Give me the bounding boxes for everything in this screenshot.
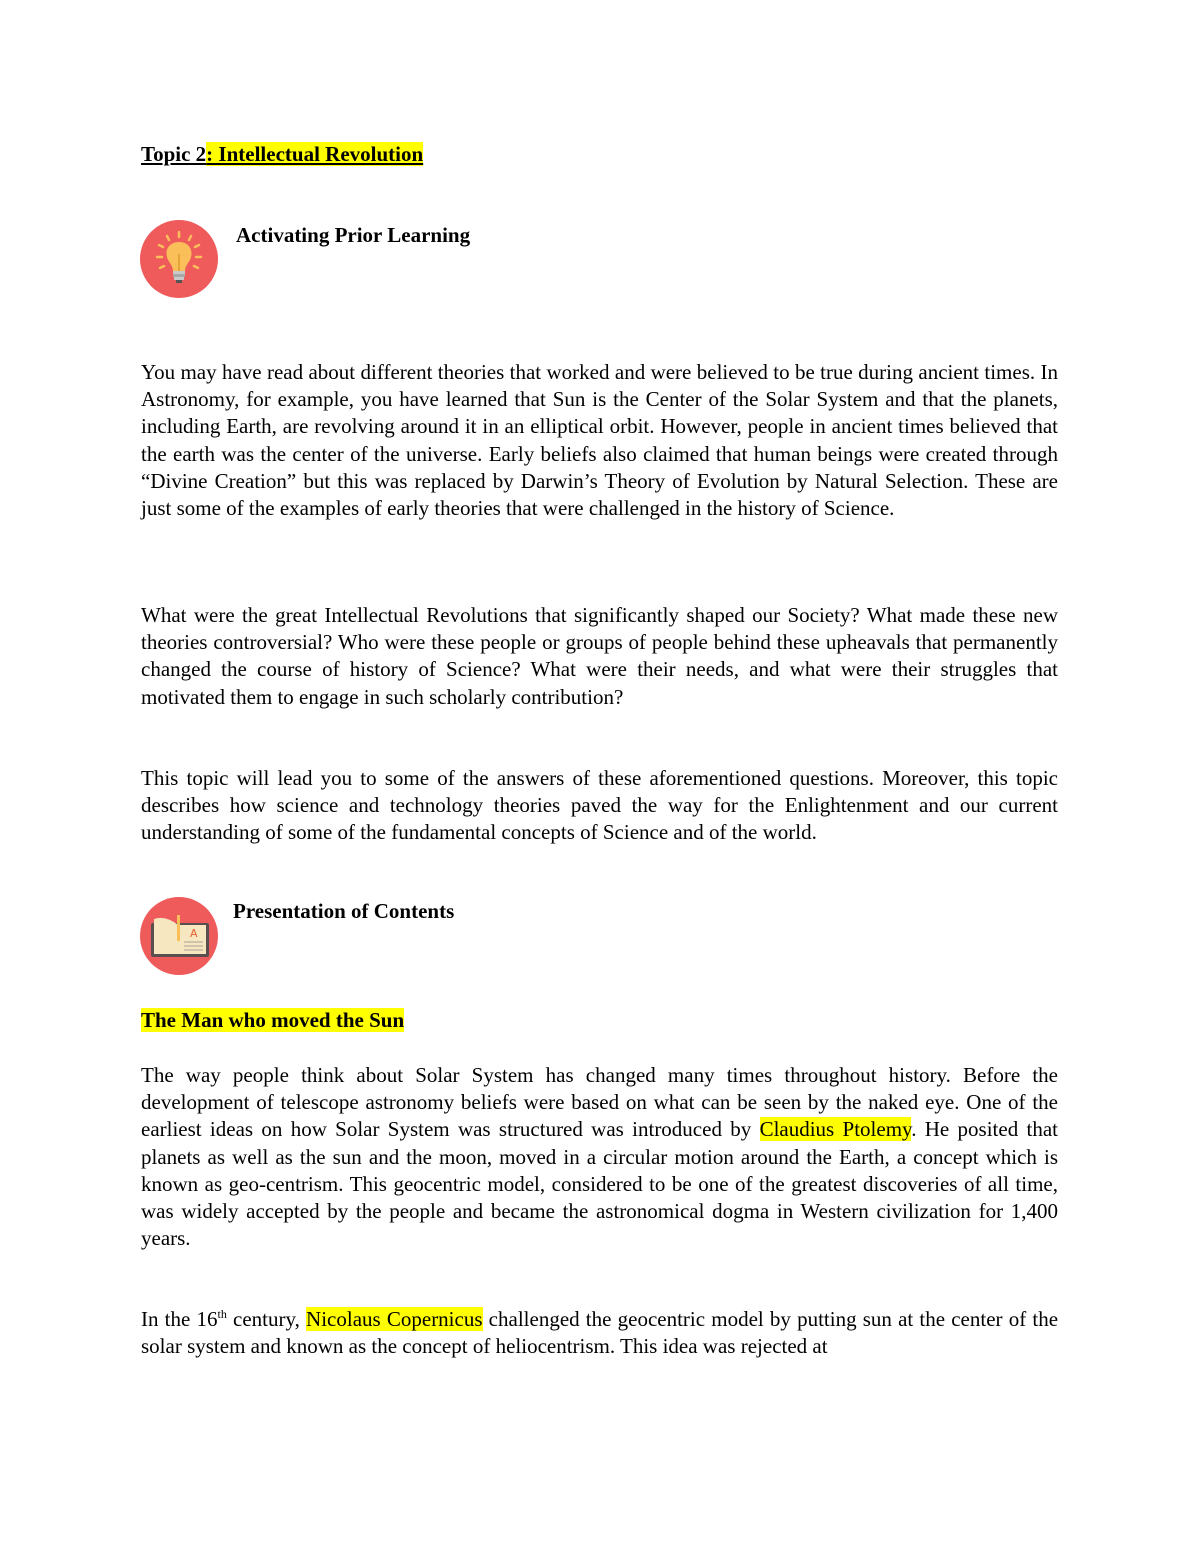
- section-heading-presentation-of-contents: Presentation of Contents: [233, 899, 455, 923]
- paragraph-questions: [141, 602, 1058, 711]
- paragraph-prior-theories: [141, 359, 1058, 522]
- open-book-icon: [140, 897, 218, 975]
- section-heading-activating-prior-learning: Activating Prior Learning: [236, 223, 471, 247]
- paragraph-text: This topic will lead you to some of the answers of these aforementioned questions. Moreover, this topic describes how science and technology theories paved the way for the Enlightenment and our current understanding of some of the fundamental concepts of Science and of the world.: [141, 766, 1058, 845]
- paragraph-topic-overview: [141, 765, 1058, 847]
- title-prefix: Topic 2: [141, 142, 207, 166]
- paragraph-text: century,: [226, 1307, 307, 1331]
- paragraph-text: challenged the geocentric model by putting sun at the center of the solar system and known as the concept of heliocentrism. This idea was rejected at: [141, 1307, 1059, 1359]
- highlight-claudius-ptolemy: Claudius Ptolemy: [759, 1117, 912, 1142]
- title-highlighted: : Intellectual Revolution: [206, 142, 424, 166]
- ordinal-suffix: th: [217, 1307, 227, 1321]
- svg-text:A: A: [190, 927, 198, 940]
- highlight-nicolaus-copernicus: Nicolaus Copernicus: [306, 1307, 483, 1331]
- paragraph-copernicus: [141, 1306, 1058, 1360]
- paragraph-text: The way people think about Solar System has changed many times throughout history. Before the development of telescope astronomy beliefs were based on what can be seen by the naked eye. One of the earliest ideas on how Solar System was structured was introduced by: [141, 1063, 1058, 1142]
- page-title: [141, 142, 423, 167]
- paragraph-ptolemy: [141, 1062, 1058, 1252]
- paragraph-text: You may have read about different theories that worked and were believed to be true during ancient times. In Astronomy, for example, you have learned that Sun is the Center of the Solar System and that the planets, including Earth, are revolving around it in an elliptical orbit. However, people in ancient times believed that the earth was the center of the universe. Early beliefs also claimed that human beings were created through “Divine Creation” but this was replaced by Darwin’s Theory of Evolution by Natural Selection. These are just some of the examples of early theories that were challenged in the history of Science.: [141, 360, 1058, 521]
- paragraph-text: . He posited that planets as well as the sun and the moon, moved in a circular motion around the Earth, a concept which is known as geo-centrism. This geocentric model, considered to be one of the greatest discoveries of all time, was widely accepted by the people and became the astronomical dogma in Western civilization for 1,400 years.: [141, 1117, 1058, 1251]
- subsection-heading: [141, 1008, 404, 1033]
- paragraph-text: In the 16: [141, 1307, 218, 1331]
- subsection-heading-text: The Man who moved the Sun: [141, 1008, 405, 1032]
- lightbulb-icon: [140, 220, 218, 298]
- paragraph-text: What were the great Intellectual Revolutions that significantly shaped our Society? What made these new theories controversial? Who were these people or groups of people behind these upheavals that permanently changed the course of history of Science? What were their needs, and what were their struggles that motivated them to engage in such scholarly contribution?: [141, 603, 1058, 709]
